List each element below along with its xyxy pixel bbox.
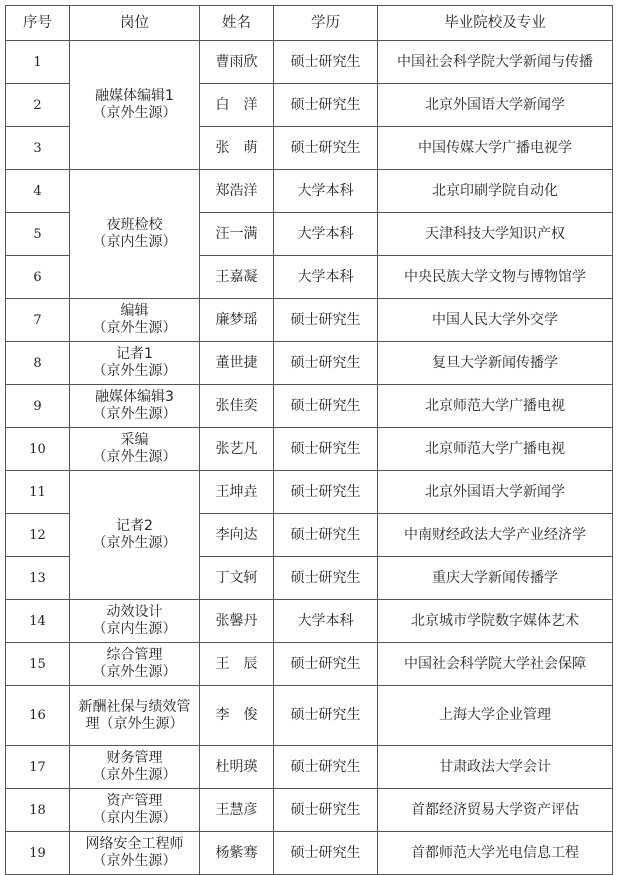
name-cell: 张佳奕 [200, 385, 274, 428]
table-row [6, 385, 613, 428]
position-source: （京外生源） [92, 449, 177, 465]
position-source: （京外生源） [92, 853, 177, 869]
seq-cell: 7 [6, 299, 70, 342]
education-cell: 大学本科 [274, 600, 378, 643]
school-major-cell: 中国人民大学外交学 [378, 299, 613, 342]
school-major-cell: 首都经济贸易大学资产评估 [378, 789, 613, 832]
education-cell: 硕士研究生 [274, 746, 378, 789]
position-source: （京内生源） [92, 234, 177, 250]
name-cell: 李向达 [200, 514, 274, 557]
school-major-cell: 重庆大学新闻传播学 [378, 557, 613, 600]
header-row [6, 6, 613, 41]
position-source: （京外生源） [92, 105, 177, 121]
education-cell: 硕士研究生 [274, 643, 378, 686]
position-source: （京外生源） [92, 406, 177, 422]
table-row [6, 41, 613, 84]
education-cell: 硕士研究生 [274, 686, 378, 746]
table-row [6, 471, 613, 514]
seq-cell: 18 [6, 789, 70, 832]
table-row [6, 299, 613, 342]
name-cell: 曹雨欣 [200, 41, 274, 84]
position-cell [70, 170, 200, 299]
position-cell [70, 746, 200, 789]
seq-cell: 4 [6, 170, 70, 213]
name-cell: 王嘉凝 [200, 256, 274, 299]
name-cell: 董世捷 [200, 342, 274, 385]
position-title: 综合管理 [106, 647, 163, 663]
education-cell: 硕士研究生 [274, 385, 378, 428]
header-seq: 序号 [6, 6, 70, 41]
table-row [6, 789, 613, 832]
seq-cell: 2 [6, 84, 70, 127]
position-title: 资产管理 [106, 793, 163, 809]
education-cell: 硕士研究生 [274, 299, 378, 342]
name-cell: 张馨丹 [200, 600, 274, 643]
table-row [6, 170, 613, 213]
name-cell: 王坤垚 [200, 471, 274, 514]
education-cell: 硕士研究生 [274, 428, 378, 471]
table-row [6, 643, 613, 686]
school-major-cell: 北京外国语大学新闻学 [378, 471, 613, 514]
position-source: （京外生源） [92, 320, 177, 336]
school-major-cell: 甘肃政法大学会计 [378, 746, 613, 789]
school-major-cell: 中国社会科学院大学社会保障 [378, 643, 613, 686]
position-cell [70, 342, 200, 385]
name-cell: 张 萌 [200, 127, 274, 170]
seq-cell: 1 [6, 41, 70, 84]
position-title: 融媒体编辑3 [95, 389, 174, 405]
position-cell [70, 385, 200, 428]
seq-cell: 14 [6, 600, 70, 643]
school-major-cell: 天津科技大学知识产权 [378, 213, 613, 256]
position-cell [70, 41, 200, 170]
school-major-cell: 北京师范大学广播电视 [378, 428, 613, 471]
name-cell: 廉梦瑶 [200, 299, 274, 342]
header-position: 岗位 [70, 6, 200, 41]
recruitment-table [5, 5, 613, 875]
seq-cell: 15 [6, 643, 70, 686]
name-cell: 白 洋 [200, 84, 274, 127]
seq-cell: 11 [6, 471, 70, 514]
name-cell: 张艺凡 [200, 428, 274, 471]
name-cell: 王 辰 [200, 643, 274, 686]
seq-cell: 19 [6, 832, 70, 875]
position-cell [70, 600, 200, 643]
seq-cell: 3 [6, 127, 70, 170]
education-cell: 硕士研究生 [274, 557, 378, 600]
position-title: 网络安全工程师 [85, 836, 184, 852]
school-major-cell: 北京城市学院数字媒体艺术 [378, 600, 613, 643]
school-major-cell: 中国社会科学院大学新闻与传播 [378, 41, 613, 84]
education-cell: 大学本科 [274, 170, 378, 213]
education-cell: 硕士研究生 [274, 789, 378, 832]
position-title: 夜班检校 [106, 217, 163, 233]
education-cell: 大学本科 [274, 213, 378, 256]
school-major-cell: 中央民族大学文物与博物馆学 [378, 256, 613, 299]
position-title: 采编 [120, 432, 149, 448]
name-cell: 杜明瑛 [200, 746, 274, 789]
education-cell: 硕士研究生 [274, 84, 378, 127]
seq-cell: 16 [6, 686, 70, 746]
table-row [6, 600, 613, 643]
position-cell [70, 299, 200, 342]
position-cell [70, 471, 200, 600]
position-source: （京外生源） [92, 363, 177, 379]
education-cell: 硕士研究生 [274, 342, 378, 385]
education-cell: 硕士研究生 [274, 127, 378, 170]
school-major-cell: 中国传媒大学广播电视学 [378, 127, 613, 170]
seq-cell: 13 [6, 557, 70, 600]
position-source: （京外生源） [92, 767, 177, 783]
school-major-cell: 北京外国语大学新闻学 [378, 84, 613, 127]
education-cell: 硕士研究生 [274, 41, 378, 84]
seq-cell: 9 [6, 385, 70, 428]
seq-cell: 8 [6, 342, 70, 385]
position-source: （京内生源） [92, 810, 177, 826]
name-cell: 丁文轲 [200, 557, 274, 600]
school-major-cell: 复旦大学新闻传播学 [378, 342, 613, 385]
table-row [6, 428, 613, 471]
position-source: （京外生源） [92, 535, 177, 551]
name-cell: 郑浩洋 [200, 170, 274, 213]
education-cell: 硕士研究生 [274, 832, 378, 875]
school-major-cell: 中南财经政法大学产业经济学 [378, 514, 613, 557]
seq-cell: 6 [6, 256, 70, 299]
seq-cell: 10 [6, 428, 70, 471]
name-cell: 王慧彦 [200, 789, 274, 832]
position-title: 记者2 [116, 518, 153, 534]
name-cell: 汪一满 [200, 213, 274, 256]
position-title: 财务管理 [106, 750, 163, 766]
school-major-cell: 上海大学企业管理 [378, 686, 613, 746]
education-cell: 硕士研究生 [274, 471, 378, 514]
position-source: （京外生源） [92, 664, 177, 680]
position-cell [70, 428, 200, 471]
education-cell: 大学本科 [274, 256, 378, 299]
position-cell [70, 832, 200, 875]
seq-cell: 12 [6, 514, 70, 557]
table-row [6, 686, 613, 746]
position-cell [70, 686, 200, 746]
position-title: 新酬社保与绩效管理（京外生源） [78, 698, 191, 732]
school-major-cell: 首都师范大学光电信息工程 [378, 832, 613, 875]
name-cell: 李 俊 [200, 686, 274, 746]
position-title: 融媒体编辑1 [95, 88, 174, 104]
table-row [6, 746, 613, 789]
header-name: 姓名 [200, 6, 274, 41]
school-major-cell: 北京师范大学广播电视 [378, 385, 613, 428]
table-row [6, 832, 613, 875]
education-cell: 硕士研究生 [274, 514, 378, 557]
header-education: 学历 [274, 6, 378, 41]
position-source: （京内生源） [92, 621, 177, 637]
header-school-major: 毕业院校及专业 [378, 6, 613, 41]
name-cell: 杨紫骞 [200, 832, 274, 875]
seq-cell: 5 [6, 213, 70, 256]
position-title: 动效设计 [106, 604, 163, 620]
table-row [6, 342, 613, 385]
position-title: 编辑 [120, 303, 149, 319]
position-cell [70, 643, 200, 686]
school-major-cell: 北京印刷学院自动化 [378, 170, 613, 213]
position-cell [70, 789, 200, 832]
position-title: 记者1 [116, 346, 153, 362]
seq-cell: 17 [6, 746, 70, 789]
